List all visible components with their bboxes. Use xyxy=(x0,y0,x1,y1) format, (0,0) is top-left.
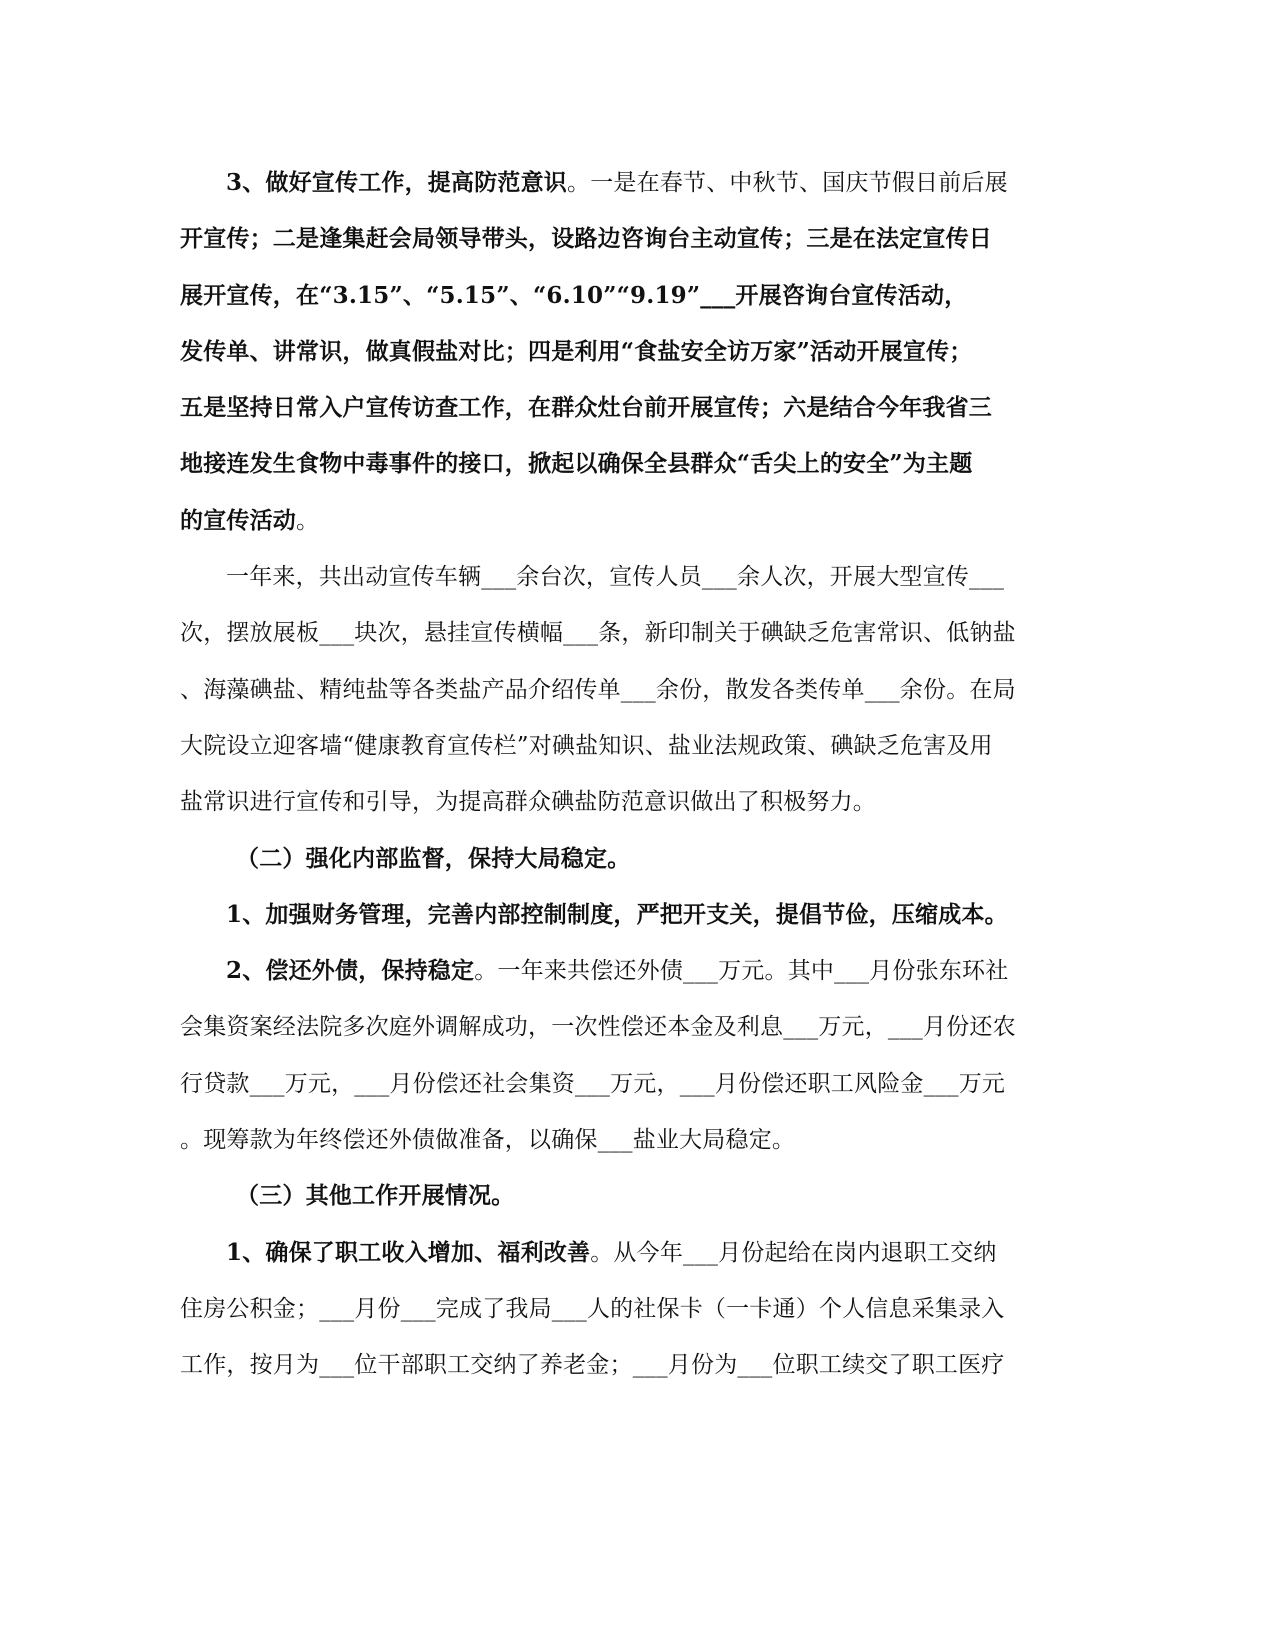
plain-text: 住房公积金；___月份___完成了我局___人的社保卡（一卡通）个人信息采集录入 xyxy=(180,1295,1005,1322)
paragraph-line xyxy=(180,549,1040,605)
section-heading xyxy=(180,1168,1040,1224)
paragraph-line xyxy=(180,436,1040,492)
paragraph-line xyxy=(180,1225,1040,1281)
plain-text: 盐常识进行宣传和引导，为提高群众碘盐防范意识做出了积极努力。 xyxy=(180,789,876,816)
paragraph-line xyxy=(180,999,1040,1055)
document-page xyxy=(180,155,1040,1394)
bold-text: 2、偿还外债，保持稳定 xyxy=(226,957,475,985)
plain-text: 、海藻碘盐、精纯盐等各类盐产品介绍传单___余份，散发各类传单___余份。在局 xyxy=(180,676,1016,703)
plain-text: 工作，按月为___位干部职工交纳了养老金；___月份为___位职工续交了职工医疗 xyxy=(180,1352,1005,1379)
plain-text: 。 xyxy=(296,507,320,534)
plain-text: 会集资案经法院多次庭外调解成功，一次性偿还本金及利息___万元，___月份还农 xyxy=(180,1014,1016,1041)
paragraph-line xyxy=(180,268,1040,324)
paragraph-line xyxy=(180,211,1040,267)
bold-text: 的宣传活动 xyxy=(180,506,296,534)
plain-text: 。一年来共偿还外债___万元。其中___月份张东环社 xyxy=(474,958,1009,985)
bold-text: （三）其他工作开展情况。 xyxy=(236,1182,515,1210)
paragraph-line xyxy=(180,380,1040,436)
plain-text: 。从今年___月份起给在岗内退职工交纳 xyxy=(590,1239,997,1266)
bold-text: 开宣传；二是逢集赶会局领导带头，设路边咨询台主动宣传；三是在法定宣传日 xyxy=(180,225,992,253)
plain-text: 一年来，共出动宣传车辆___余台次，宣传人员___余人次，开展大型宣传___ xyxy=(226,564,1005,591)
bold-text: 1、加强财务管理，完善内部控制制度，严把开支关，提倡节俭，压缩成本。 xyxy=(226,900,1008,928)
bold-text: 五是坚持日常入户宣传访查工作，在群众灶台前开展宣传；六是结合今年我省三 xyxy=(180,394,992,422)
bold-text: 地接连发生食物中毒事件的接口，掀起以确保全县群众“舌尖上的安全”为主题 xyxy=(180,450,973,478)
bold-text: 3、做好宣传工作，提高防范意识 xyxy=(226,169,568,196)
paragraph-line xyxy=(180,887,1040,943)
paragraph-line xyxy=(180,1281,1040,1337)
paragraph-line xyxy=(180,1337,1040,1393)
plain-text: 次，摆放展板___块次，悬挂宣传横幅___条，新印制关于碘缺乏危害常识、低钠盐 xyxy=(180,620,1016,647)
paragraph-line xyxy=(180,718,1040,774)
bold-text: 发传单、讲常识，做真假盐对比；四是利用“食盐安全访万家”活动开展宣传； xyxy=(180,337,973,365)
paragraph-line xyxy=(180,493,1040,549)
plain-text: 。一是在春节、中秋节、国庆节假日前后展 xyxy=(567,170,1008,196)
paragraph-line xyxy=(180,324,1040,380)
section-heading xyxy=(180,831,1040,887)
plain-text: 。现筹款为年终偿还外债做准备，以确保___盐业大局稳定。 xyxy=(180,1127,796,1154)
plain-text: 行贷款___万元，___月份偿还社会集资___万元，___月份偿还职工风险金___万元 xyxy=(180,1070,1006,1097)
paragraph-line xyxy=(180,155,1040,211)
paragraph-line xyxy=(180,662,1040,718)
bold-text: 1、确保了职工收入增加、福利改善 xyxy=(226,1238,591,1266)
paragraph-line xyxy=(180,774,1040,830)
paragraph-line xyxy=(180,1056,1040,1112)
paragraph-line xyxy=(180,943,1040,999)
paragraph-line xyxy=(180,605,1040,661)
bold-text: 展开宣传，在“3.15”、“5.15”、“6.10”“9.19”___开展咨询台宣传活动， xyxy=(180,281,968,309)
plain-text: 大院设立迎客墙“健康教育宣传栏”对碘盐知识、盐业法规政策、碘缺乏危害及用 xyxy=(180,732,993,759)
bold-text: （二）强化内部监督，保持大局稳定。 xyxy=(236,844,631,872)
paragraph-line xyxy=(180,1112,1040,1168)
